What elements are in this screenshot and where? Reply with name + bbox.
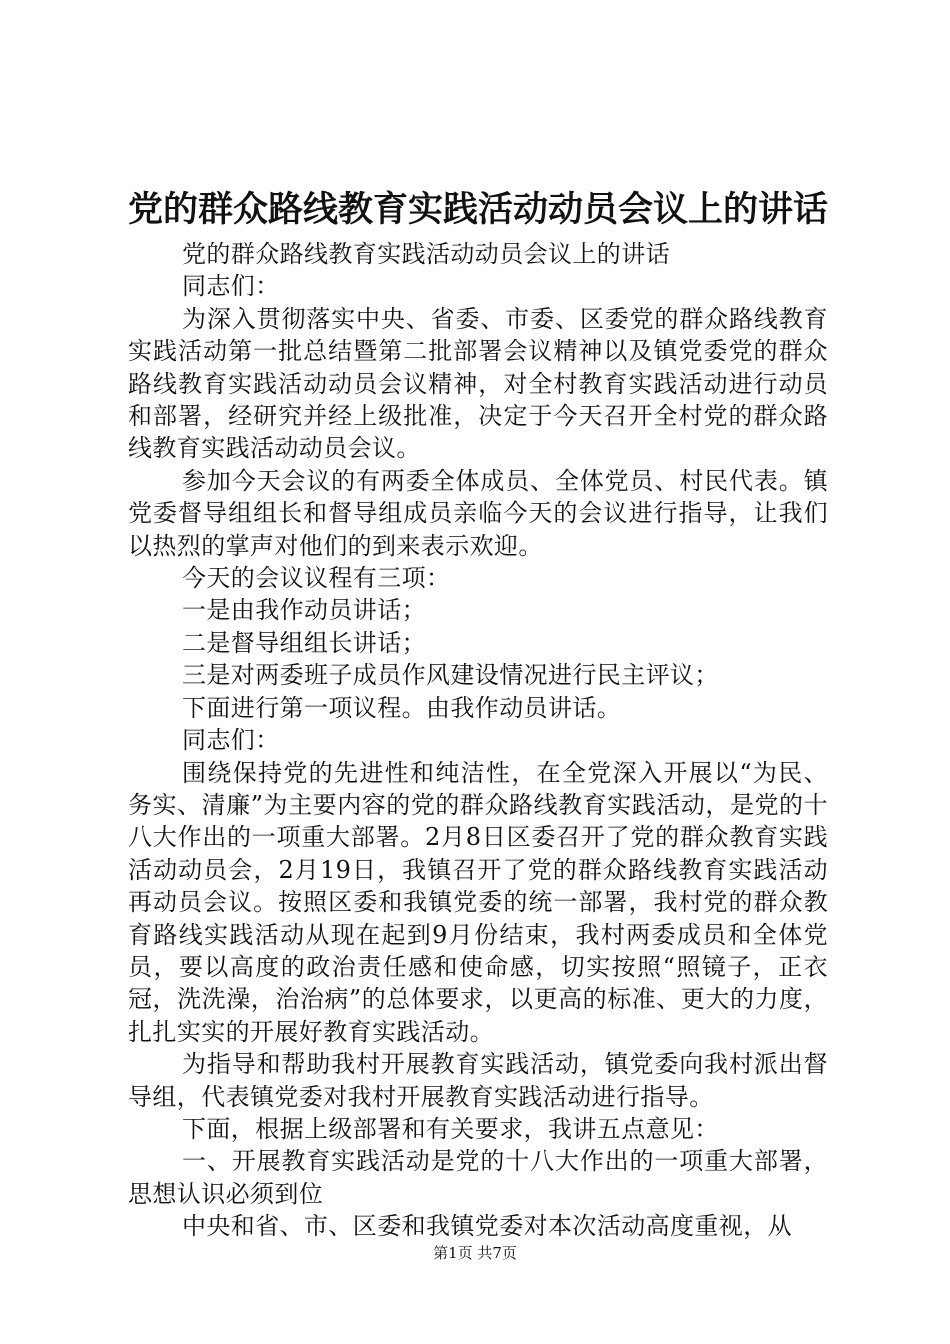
paragraph: 围绕保持党的先进性和纯洁性，在全党深入开展以“为民、务实、清廉”为主要内容的党的群众路线教育实践活动，是党的十八大作出的一项重大部署。2月8日区委召开了党的群众教育实践活动动员会，2月19日，我镇召开了党的群众路线教育实践活动再动员会议。按照区委和我镇党委的统一部署，我村党的群众教育路线实践活动从现在起到9月份结束，我村两委成员和全体党员，要以高度的政治责任感和使命感，切实按照“照镜子，正衣冠，洗洗澡，治治病”的总体要求，以更高的标准、更大的力度，扎扎实实的开展好教育实践活动。 (128, 758, 828, 1046)
paragraph: 同志们： (182, 272, 280, 301)
document-body (128, 238, 828, 1243)
page-indicator: 第1页 共7页 (433, 1244, 517, 1262)
paragraph: 一是由我作动员讲话； (182, 596, 426, 625)
paragraph: 一、开展教育实践活动是党的十八大作出的一项重大部署，思想认识必须到位 (128, 1147, 828, 1208)
paragraph: 为深入贯彻落实中央、省委、市委、区委党的群众路线教育实践活动第一批总结暨第二批部署会议精神以及镇党委党的群众路线教育实践活动动员会议精神，对全村教育实践活动进行动员和部署，经研究并经上级批准，决定于今天召开全村党的群众路线教育实践活动动员会议。 (128, 304, 828, 463)
paragraph: 中央和省、市、区委和我镇党委对本次活动高度重视，从 (182, 1212, 792, 1241)
paragraph: 参加今天会议的有两委全体成员、全体党员、村民代表。镇党委督导组组长和督导组成员亲临今天的会议进行指导，让我们以热烈的掌声对他们的到来表示欢迎。 (128, 466, 828, 560)
paragraph: 党的群众路线教育实践活动动员会议上的讲话 (182, 240, 670, 268)
paragraph: 为指导和帮助我村开展教育实践活动，镇党委向我村派出督导组，代表镇党委对我村开展教育实践活动进行指导。 (128, 1050, 828, 1111)
paragraph: 下面进行第一项议程。由我作动员讲话。 (182, 693, 622, 722)
document-title: 党的群众路线教育实践活动动员会议上的讲话 (128, 190, 829, 230)
paragraph: 同志们： (182, 726, 280, 755)
paragraph: 三是对两委班子成员作风建设情况进行民主评议； (182, 661, 719, 690)
paragraph: 下面，根据上级部署和有关要求，我讲五点意见： (182, 1114, 719, 1143)
paragraph: 今天的会议议程有三项： (182, 564, 451, 593)
paragraph: 二是督导组组长讲话； (182, 628, 426, 657)
